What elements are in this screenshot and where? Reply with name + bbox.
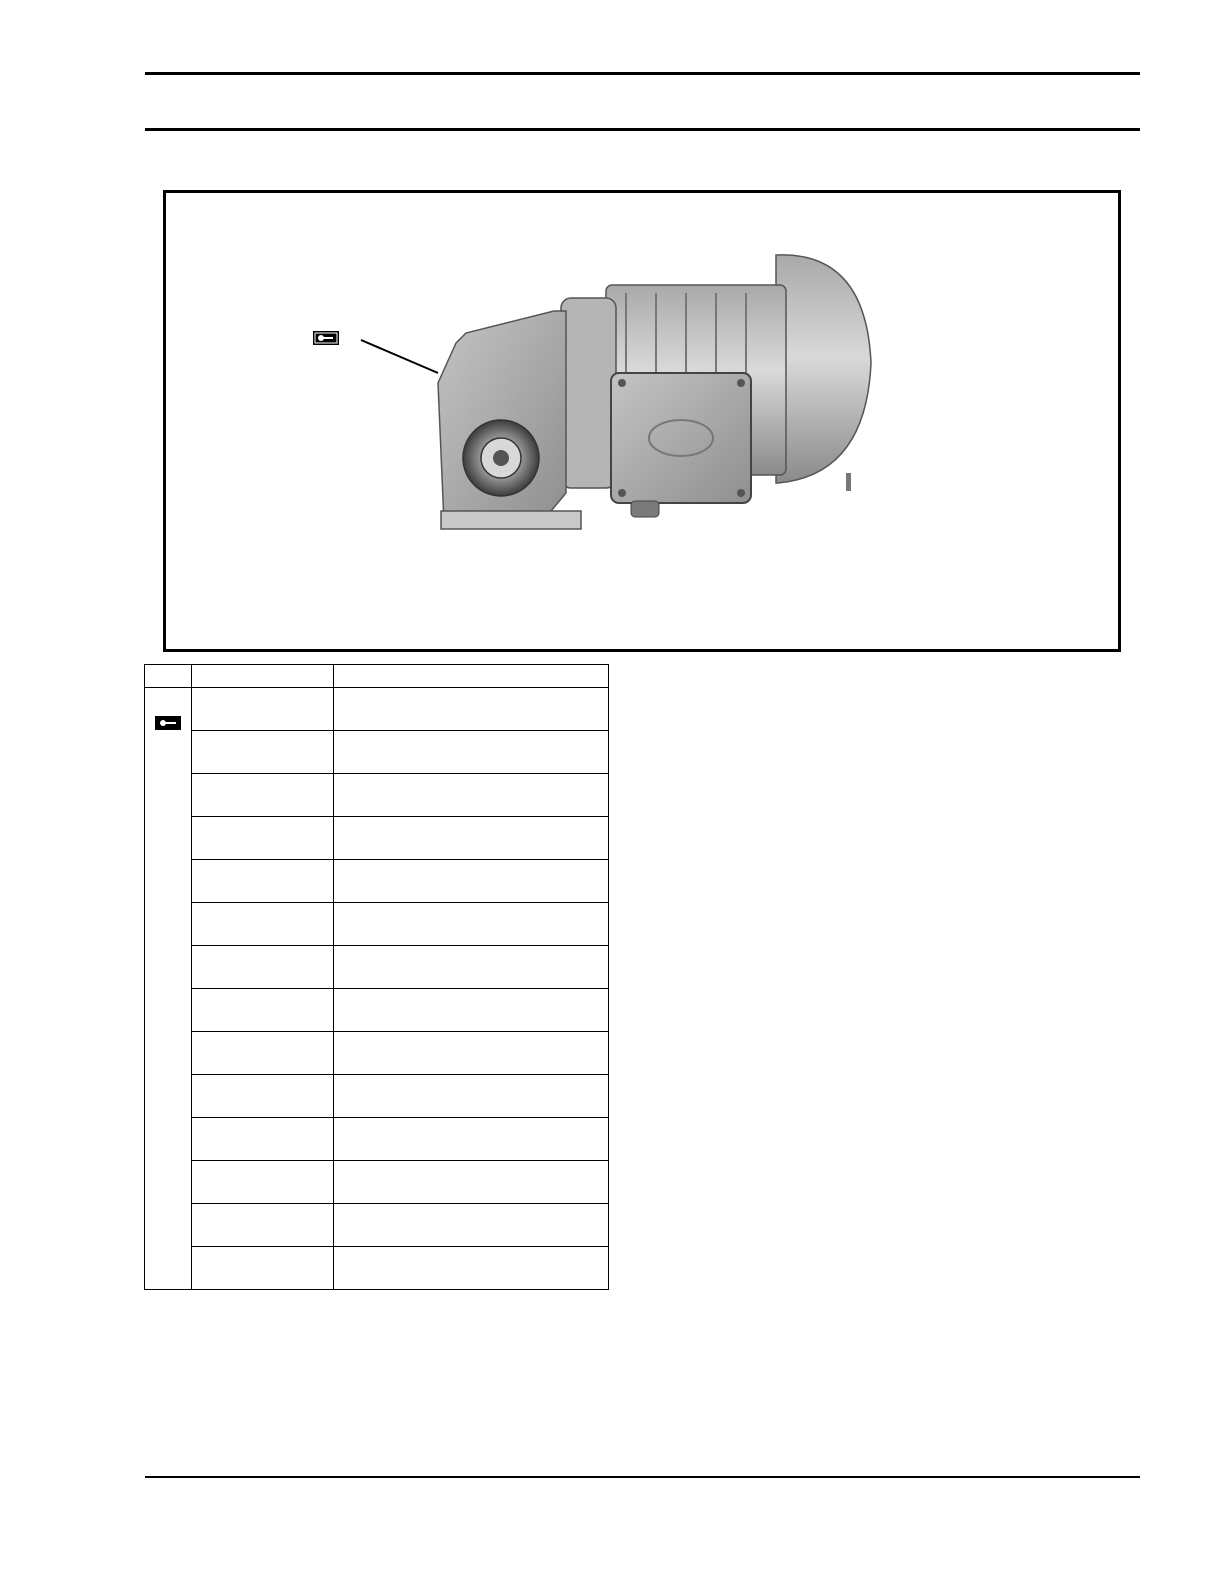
table-cell — [334, 1075, 609, 1118]
table-row — [145, 1204, 609, 1247]
table-row — [145, 774, 609, 817]
table-cell — [192, 860, 334, 903]
table-cell — [334, 817, 609, 860]
table-cell — [334, 1247, 609, 1290]
table-cell — [192, 989, 334, 1032]
table-cell — [192, 946, 334, 989]
table-row — [145, 1161, 609, 1204]
table-cell — [334, 1032, 609, 1075]
table-cell — [334, 774, 609, 817]
parts-table-header — [145, 665, 609, 688]
figure-frame — [163, 190, 1121, 652]
table-row — [145, 1075, 609, 1118]
table-row — [145, 860, 609, 903]
callout-key-icon — [313, 331, 339, 345]
table-cell — [192, 1247, 334, 1290]
table-cell — [192, 774, 334, 817]
table-cell — [192, 1204, 334, 1247]
table-cell — [192, 1161, 334, 1204]
gear-motor-photo — [166, 193, 1118, 649]
callout-leader-line — [361, 340, 438, 373]
table-row — [145, 1118, 609, 1161]
table-cell — [334, 688, 609, 731]
header-cell-description — [334, 665, 609, 688]
table-cell — [334, 731, 609, 774]
table-row — [145, 1247, 609, 1290]
table-row — [145, 903, 609, 946]
parts-table — [144, 664, 609, 1290]
table-cell — [334, 946, 609, 989]
table-cell — [192, 1032, 334, 1075]
table-cell — [334, 1204, 609, 1247]
header-cell-part — [192, 665, 334, 688]
table-cell — [192, 1075, 334, 1118]
table-row — [145, 817, 609, 860]
header-cell-key — [145, 665, 192, 688]
table-row — [145, 989, 609, 1032]
table-row — [145, 946, 609, 989]
table-cell — [334, 1161, 609, 1204]
header-rule-bottom — [145, 128, 1140, 131]
table-cell — [334, 903, 609, 946]
table-cell — [192, 688, 334, 731]
footer-rule — [145, 1476, 1140, 1478]
header-rule-top — [145, 72, 1140, 75]
table-cell — [192, 1118, 334, 1161]
table-cell — [192, 817, 334, 860]
key-column — [145, 688, 192, 1290]
table-cell — [334, 1118, 609, 1161]
table-cell — [334, 989, 609, 1032]
table-row — [145, 731, 609, 774]
table-cell — [334, 860, 609, 903]
table-cell — [192, 903, 334, 946]
table-cell — [192, 731, 334, 774]
table-row — [145, 688, 609, 731]
table-row — [145, 1032, 609, 1075]
key-icon — [155, 716, 181, 730]
